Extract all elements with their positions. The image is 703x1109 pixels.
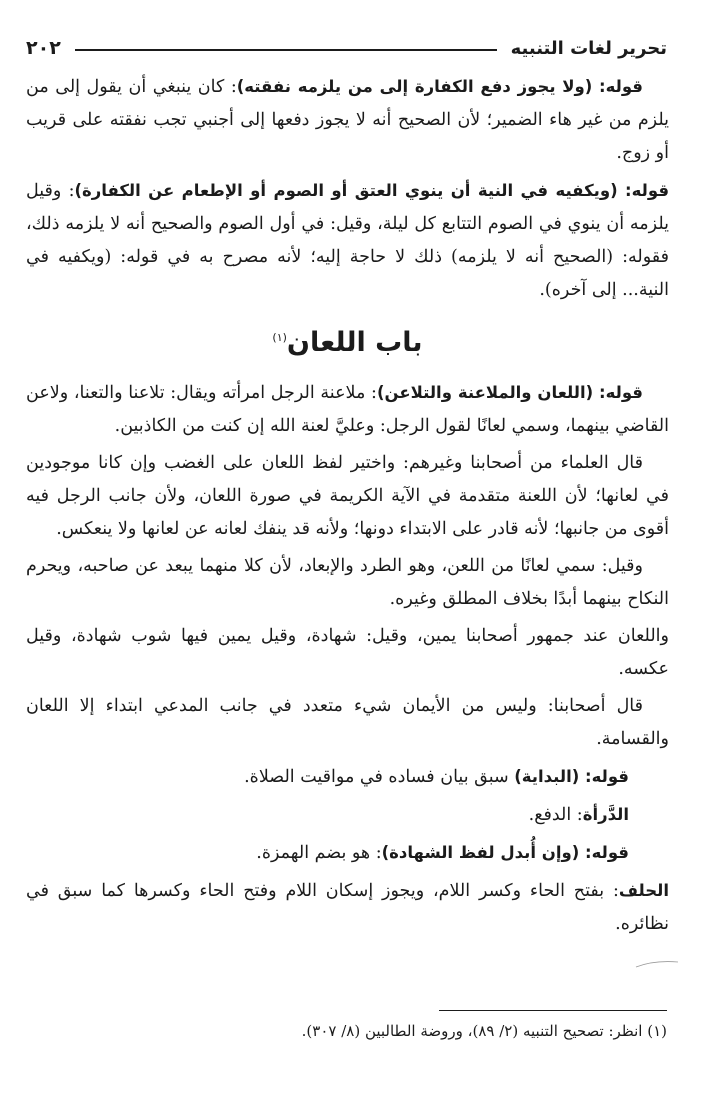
- paragraph: [26, 447, 669, 546]
- commentary: : وقيل يلزمه أن ينوي في الصوم التتابع كل ليلة، وقيل: في أول الصوم والصحيح أنه لا يلزمه ذلك، فقوله: (الصحيح أنه لا يلزمه) ذلك لا حاجة إليه؛ لأنه مصرح به في قوله: (ويكفيه في النية... إلى آخره).: [26, 181, 669, 300]
- quoted-term: قوله: (البداية): [514, 767, 629, 786]
- commentary: قال العلماء من أصحابنا وغيرهم: واختير لفظ اللعان على الغضب وإن كانا موجودين في لعانها؛ لأن اللعنة متقدمة في الآية الكريمة في صورة اللعان، ولأن جانب الرجل فيه أقوى من جانبها؛ لأنه قادر على الابتداء دونها؛ ولأنه قد ينفك لعانه عن لعانها ولا ينعكس.: [26, 453, 669, 539]
- commentary: وقيل: سمي لعانًا من اللعن، وهو الطرد والإبعاد، لأن كلا منهما يبعد عن صاحبه، ويحرم النكاح بينهما أبدًا بخلاف المطلق وغيره.: [26, 556, 669, 609]
- quoted-term: قوله: (اللعان والملاعنة والتلاعن): [376, 383, 643, 402]
- commentary: : بفتح الحاء وكسر اللام، ويجوز إسكان اللام وفتح الحاء وكسرها كما سبق في نظائره.: [26, 881, 669, 934]
- commentary: : ملاعنة الرجل امرأته ويقال: تلاعنا والتعنا، ولاعن القاضي بينهما، وسمي لعانًا لقول الرجل: وعليَّ لعنة الله إن كنت من الكاذبين.: [26, 383, 669, 436]
- paragraph: [26, 376, 669, 443]
- running-header: [26, 32, 667, 64]
- chapter-title: باب اللعان: [286, 327, 423, 358]
- paragraph: [26, 550, 669, 616]
- footnote-separator: [439, 1010, 667, 1011]
- quoted-term: قوله: (وإن أُبدل لفظ الشهادة): [381, 843, 629, 862]
- paragraph: [26, 690, 669, 756]
- commentary: : الدفع.: [528, 805, 583, 825]
- paragraph: [26, 874, 669, 941]
- commentary: قال أصحابنا: وليس من الأيمان شيء متعدد في جانب المدعي ابتداء إلا اللعان والقسامة.: [26, 696, 669, 749]
- footnote-marker: (١): [272, 331, 287, 344]
- quoted-term: الدَّرأة: [582, 805, 629, 824]
- quoted-term: قوله: (ولا يجوز دفع الكفارة إلى من يلزمه نفقته): [236, 77, 643, 96]
- paragraph: [26, 70, 669, 170]
- commentary: : هو بضم الهمزة.: [256, 843, 382, 863]
- paragraph: [26, 760, 669, 794]
- running-title: تحرير لغات التنبيه: [510, 37, 667, 59]
- footnote: (١) انظر: تصحيح التنبيه (٢/ ٨٩)، وروضة الطالبين (٨/ ٣٠٧).: [301, 1022, 667, 1040]
- commentary: واللعان عند جمهور أصحابنا يمين، وقيل: شهادة، وقيل يمين فيها شوب شهادة، وقيل عكسه.: [26, 626, 669, 679]
- paragraph: [26, 174, 669, 307]
- commentary: : كان ينبغي أن يقول إلى من يلزم من غير هاء الضمير؛ لأن الصحيح أنه لا يجوز دفعها إلى أجنبي تجب نفقته على قريب أو زوج.: [26, 77, 669, 163]
- paragraph: [26, 620, 669, 686]
- paragraph: [26, 798, 669, 832]
- page-number: ٢٠٢: [26, 37, 61, 59]
- scan-smudge: [634, 958, 680, 970]
- main-text: [26, 70, 669, 945]
- header-rule: [75, 49, 497, 51]
- commentary: سبق بيان فساده في مواقيت الصلاة.: [244, 767, 515, 787]
- quoted-term: الحلف: [618, 881, 669, 900]
- quoted-term: قوله: (ويكفيه في النية أن ينوي العتق أو الصوم أو الإطعام عن الكفارة): [74, 181, 669, 200]
- paragraph: [26, 836, 669, 870]
- chapter-heading: [26, 317, 669, 364]
